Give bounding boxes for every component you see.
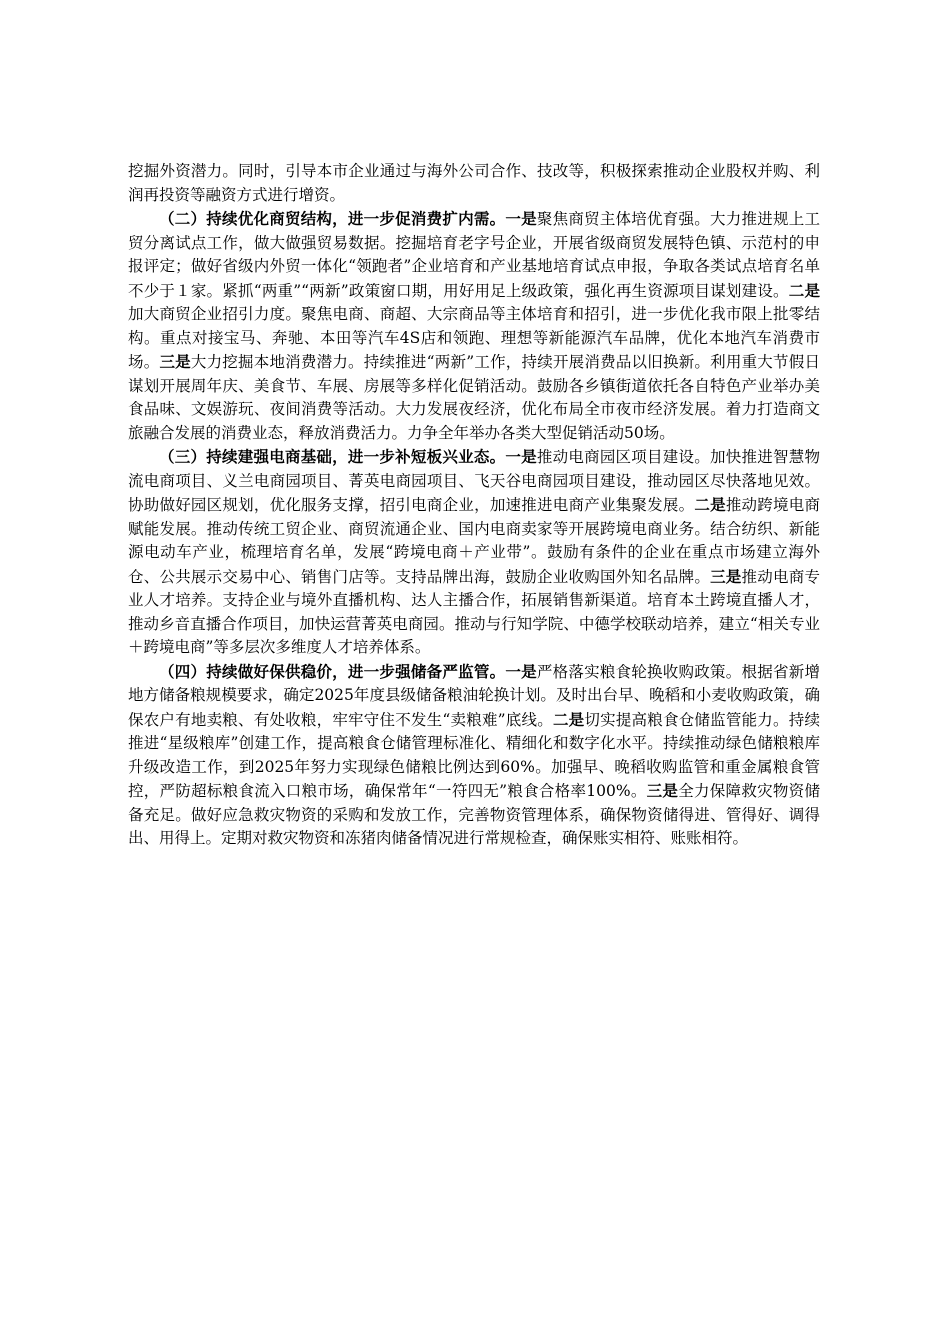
item-marker: 二是 — [694, 495, 726, 514]
section-heading: （三）持续建强电商基础，进一步补短板兴业态。一是 — [159, 447, 537, 466]
paragraph-text: 聚焦商贸主体培优育强。大力推进规上工贸分离试点工作，做大做强贸易数据。挖掘培育老字号企业，开展省级商贸发展特色镇、示范村的申报评定；做好省级内外贸一体化“领跑者”企业培育和产业基地培育试点申报，争取各类试点培育名单不少于１家。紧抓“两重”“两新”政策窗口期，用好用足上级政策，强化再生资源项目谋划建设。 — [128, 210, 820, 300]
item-marker: 三是 — [646, 781, 679, 800]
paragraph-foreign-investment — [128, 160, 820, 207]
document-body — [128, 160, 820, 851]
paragraph-text: 全力保障救灾物资储备充足。做好应急救灾物资的采购和发放工作，完善物资管理体系，确保物资储得进、管得好、调得出、用得上。定期对救灾物资和冻猪肉储备情况进行常规检查，确保账实相符、账账相符。 — [128, 782, 820, 847]
paragraph-commerce-structure — [128, 207, 820, 445]
paragraph-text: 推动电商园区项目建设。加快推进智慧物流电商项目、义兰电商园项目、菁英电商园项目、飞天谷电商园项目建设，推动园区尽快落地见效。协助做好园区规划，优化服务支撑，招引电商企业，加速推进电商产业集聚发展。 — [128, 448, 820, 514]
paragraph-supply-reserve — [128, 660, 820, 851]
item-marker: 三是 — [710, 566, 742, 586]
item-marker: 二是 — [788, 280, 820, 300]
paragraph-text: 挖掘外资潜力。同时，引导本市企业通过与海外公司合作、技改等，积极探索推动企业股权并购、利润再投资等融资方式进行增资。 — [128, 162, 820, 204]
paragraph-text: 推动电商专业人才培养。支持企业与境外直播机构、达人主播合作，拓展销售新渠道。培育本土跨境直播人才，推动乡音直播合作项目，加快运营菁英电商园。推动与行知学院、中德学校联动培养，建立“相关专业＋跨境电商”等多层次多维度人才培养体系。 — [128, 567, 820, 656]
paragraph-text: 大力挖掘本地消费潜力。持续推进“两新”工作，持续开展消费品以旧换新。利用重大节假日谋划开展周年庆、美食节、车展、房展等多样化促销活动。鼓励各乡镇街道依托各自特色产业举办美食品味、文娱游玩、夜间消费等活动。大力发展夜经济，优化布局全市夜市经济发展。着力打造商文旅融合发展的消费业态，释放消费活力。力争全年举办各类大型促销活动50场。 — [128, 353, 820, 442]
paragraph-text: 加大商贸企业招引力度。聚焦电商、商超、大宗商品等主体培育和招引，进一步优化我市限上批零结构。重点对接宝马、奔驰、本田等汽车4S店和领跑、理想等新能源汽车品牌，优化本地汽车消费市场。 — [128, 305, 820, 371]
section-heading: （四）持续做好保供稳价，进一步强储备严监管。一是 — [159, 661, 537, 681]
section-heading: （二）持续优化商贸结构，进一步促消费扩内需。一是 — [159, 209, 537, 228]
paragraph-text: 严格落实粮食轮换收购政策。根据省新增地方储备粮规模要求，确定2025年度县级储备粮油轮换计划。及时出台早、晚稻和小麦收购政策，确保农户有地卖粮、有处收粮，牢牢守住不发生“卖粮难”底线。 — [128, 662, 820, 729]
paragraph-ecommerce — [128, 445, 820, 660]
paragraph-text: 推动跨境电商赋能发展。推动传统工贸企业、商贸流通企业、国内电商卖家等开展跨境电商业务。结合纺织、新能源电动车产业，梳理培育名单，发展“跨境电商＋产业带”。鼓励有条件的企业在重点市场建立海外仓、公共展示交易中心、销售门店等。支持品牌出海，鼓励企业收购国外知名品牌。 — [128, 496, 820, 586]
paragraph-text: 切实提高粮食仓储监管能力。持续推进“星级粮库”创建工作，提高粮食仓储管理标准化、精细化和数字化水平。持续推动绿色储粮粮库升级改造工作，到2025年努力实现绿色储粮比例达到60%。加强早、晚稻收购监管和重金属粮食管控，严防超标粮食流入口粮市场，确保常年“一符四无”粮食合格率100%。 — [128, 710, 820, 800]
item-marker: 二是 — [552, 709, 585, 729]
item-marker: 三是 — [159, 352, 191, 371]
